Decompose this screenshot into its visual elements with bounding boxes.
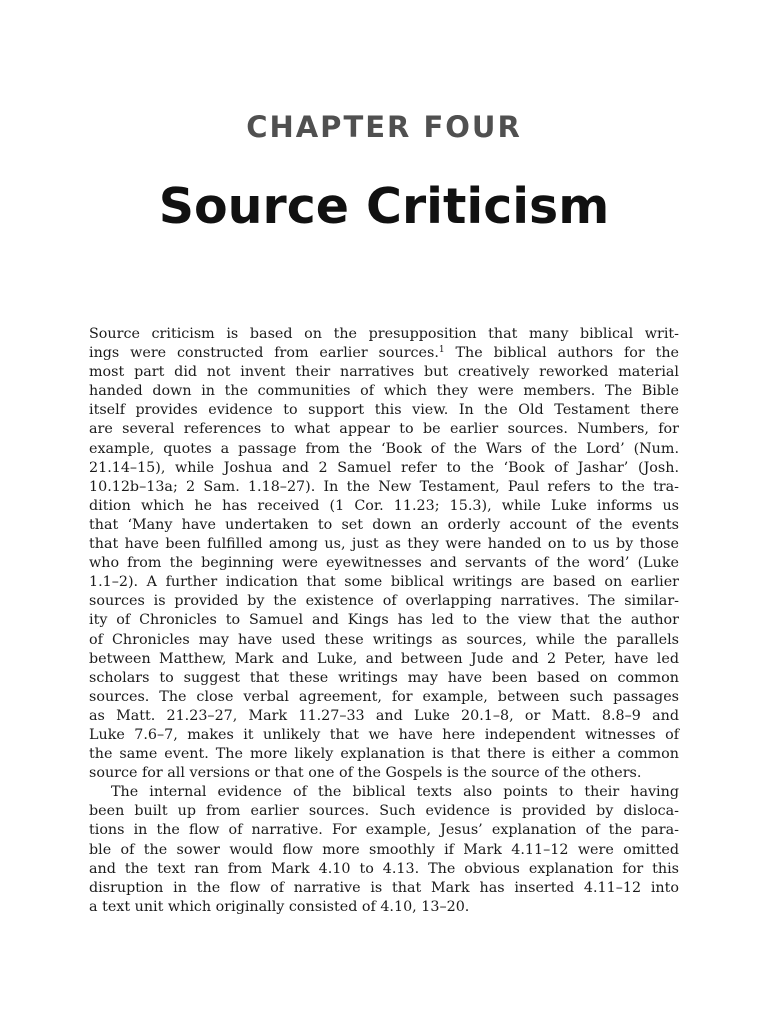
text-line: 1.1–2). A further indication that some biblical writings are based on earlier <box>89 574 679 591</box>
text-line: 10.12b–13a; 2 Sam. 1.18–27). In the New Testament, Paul refers to the tra- <box>89 478 679 495</box>
text-line: sources is provided by the existence of overlapping narratives. The similar- <box>89 593 679 610</box>
text-line: The internal evidence of the biblical texts also points to their having <box>111 784 679 801</box>
text-line: been built up from earlier sources. Such evidence is provided by disloca- <box>89 803 679 820</box>
chapter-body-text <box>89 325 679 917</box>
text-line: as Matt. 21.23–27, Mark 11.27–33 and Luke 20.1–8, or Matt. 8.8–9 and <box>89 707 679 724</box>
text-line: 21.14–15), while Joshua and 2 Samuel refer to the ‘Book of Jashar’ (Josh. <box>89 459 679 476</box>
chapter-title: Source Criticism <box>158 178 610 235</box>
text-line: dition which he has received (1 Cor. 11.23; 15.3), while Luke informs us <box>89 497 679 514</box>
text-line: Luke 7.6–7, makes it unlikely that we have here independent witnesses of <box>89 726 679 743</box>
text-line: tions in the flow of narrative. For example, Jesus’ explanation of the para- <box>89 822 679 839</box>
text-line: who from the beginning were eyewitnesses and servants of the word’ (Luke <box>89 555 679 572</box>
text-line: that ‘Many have undertaken to set down an orderly account of the events <box>89 516 679 533</box>
text-line: a text unit which originally consisted of 4.10, 13–20. <box>89 898 470 915</box>
text-line: example, quotes a passage from the ‘Book of the Wars of the Lord’ (Num. <box>89 440 679 457</box>
text-line: of Chronicles may have used these writings as sources, while the parallels <box>89 631 679 648</box>
text-line: disruption in the flow of narrative is that Mark has inserted 4.11–12 into <box>89 879 679 896</box>
text-segment: The biblical authors for the <box>444 345 679 362</box>
text-segment: ings were constructed from earlier sources. <box>89 345 439 362</box>
text-line: that have been fulfilled among us, just as they were handed on to us by those <box>89 536 679 553</box>
footnote-marker[interactable]: 1 <box>438 345 445 356</box>
text-line: Source criticism is based on the presupposition that many biblical writ- <box>89 326 679 342</box>
text-line: most part did not invent their narratives but creatively reworked material <box>89 364 679 381</box>
text-line: between Matthew, Mark and Luke, and between Jude and 2 Peter, have led <box>89 650 679 667</box>
text-line: and the text ran from Mark 4.10 to 4.13. The obvious explanation for this <box>89 860 679 877</box>
text-line: ity of Chronicles to Samuel and Kings has led to the view that the author <box>89 612 679 629</box>
text-line: sources. The close verbal agreement, for example, between such passages <box>89 688 679 705</box>
text-line: source for all versions or that one of the Gospels is the source of the others. <box>89 765 642 782</box>
text-line: ble of the sower would flow more smoothly if Mark 4.11–12 were omitted <box>89 841 679 858</box>
text-line: are several references to what appear to be earlier sources. Numbers, for <box>89 421 679 438</box>
text-line: itself provides evidence to support this view. In the Old Testament there <box>89 402 679 419</box>
text-line: handed down in the communities of which they were members. The Bible <box>89 383 679 400</box>
chapter-label: CHAPTER FOUR <box>246 110 522 144</box>
text-line: scholars to suggest that these writings may have been based on common <box>89 669 679 686</box>
text-line <box>89 344 679 363</box>
text-line: the same event. The more likely explanation is that there is either a common <box>89 746 679 763</box>
